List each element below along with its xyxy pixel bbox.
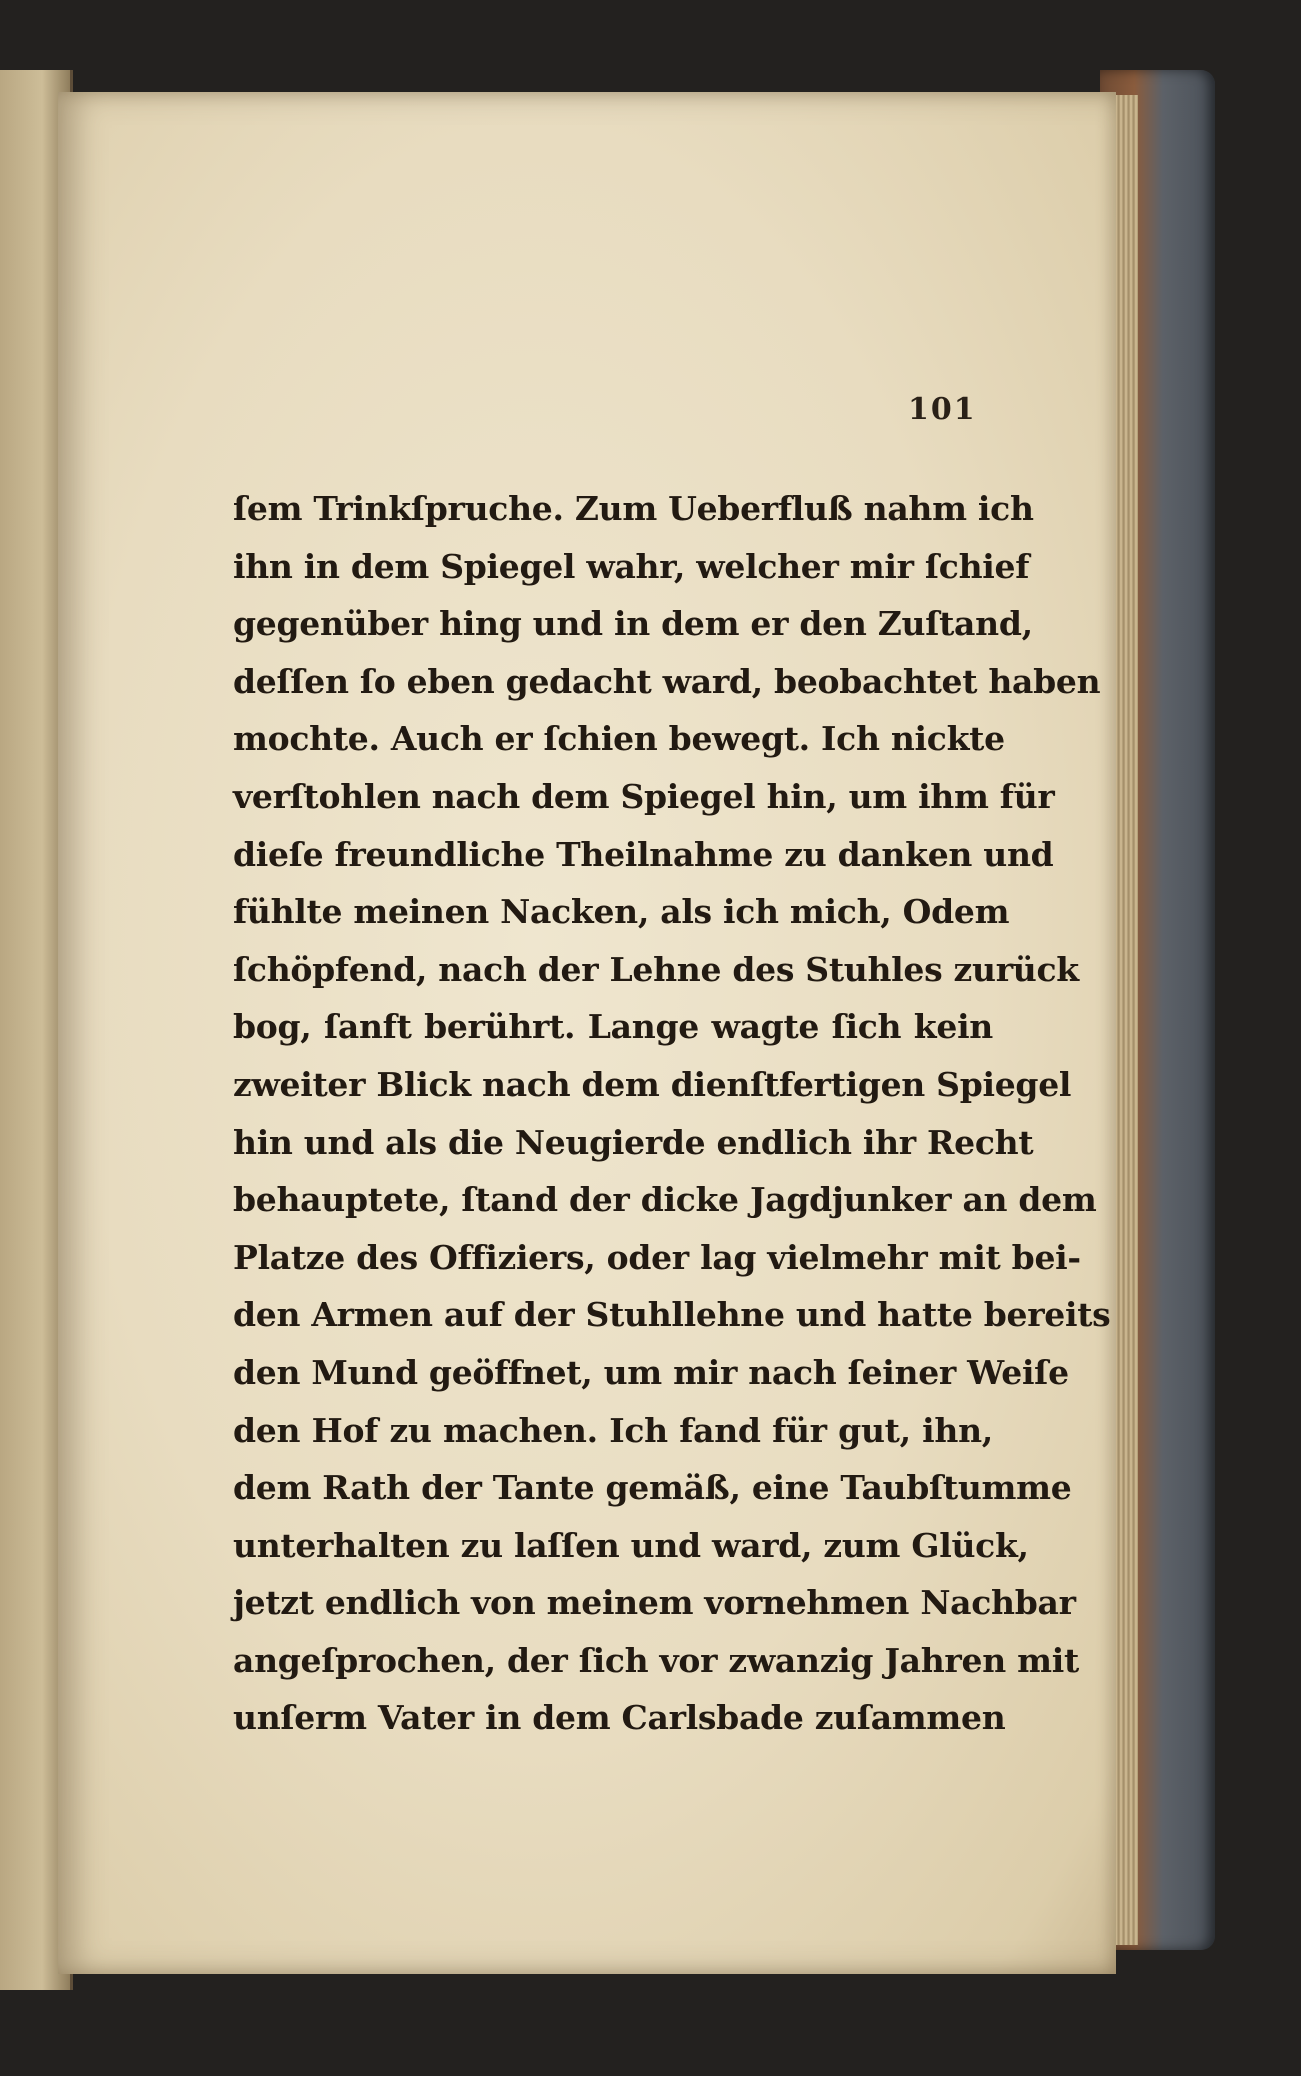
- text-line: mochte. Auch er ſchien bewegt. Ich nickte: [233, 719, 1005, 759]
- text-line: zweiter Blick nach dem dienſtfertigen Spiegel: [233, 1064, 1072, 1104]
- text-line: dem Rath der Tante gemäß, eine Taubſtumme: [233, 1468, 1072, 1508]
- text-line: hin und als die Neugierde endlich ihr Recht: [233, 1122, 1034, 1162]
- text-line: Platze des Offiziers, oder lag vielmehr mit bei-: [233, 1237, 1081, 1277]
- text-line: fühlte meinen Nacken, als ich mich, Odem: [233, 892, 1010, 932]
- text-line: ſem Trinkſpruche. Zum Ueberfluß nahm ich: [233, 489, 1034, 528]
- page-number: 101: [908, 392, 977, 427]
- text-line: jetzt endlich von meinem vornehmen Nachbar: [233, 1583, 1076, 1623]
- text-line: den Hof zu machen. Ich fand für gut, ihn,: [233, 1410, 993, 1450]
- text-line: deſſen ſo eben gedacht ward, beobachtet haben: [233, 661, 1101, 701]
- text-line: ihn in dem Spiegel wahr, welcher mir ſchief: [233, 546, 1030, 586]
- text-line: behauptete, ſtand der dicke Jagdjunker an dem: [233, 1180, 1097, 1220]
- text-line: unſerm Vater in dem Carlsbade zuſammen: [233, 1698, 1006, 1738]
- text-line: gegenüber hing und in dem er den Zuſtand,: [233, 604, 1033, 644]
- page-text: [233, 480, 1111, 1747]
- text-line: angeſprochen, der ſich vor zwanzig Jahren mit: [233, 1640, 1079, 1680]
- text-line: unterhalten zu laſſen und ward, zum Glück,: [233, 1525, 1029, 1565]
- text-line: ſchöpfend, nach der Lehne des Stuhles zurück: [233, 949, 1079, 989]
- text-line: den Mund geöffnet, um mir nach ſeiner Weiſe: [233, 1352, 1069, 1392]
- text-line: bog, ſanft berührt. Lange wagte ſich kein: [233, 1007, 993, 1047]
- text-line: dieſe freundliche Theilnahme zu danken und: [233, 834, 1054, 874]
- text-line: verſtohlen nach dem Spiegel hin, um ihm für: [233, 776, 1055, 816]
- text-line: den Armen auf der Stuhllehne und hatte bereits: [233, 1295, 1111, 1335]
- book-page: [58, 92, 1116, 1974]
